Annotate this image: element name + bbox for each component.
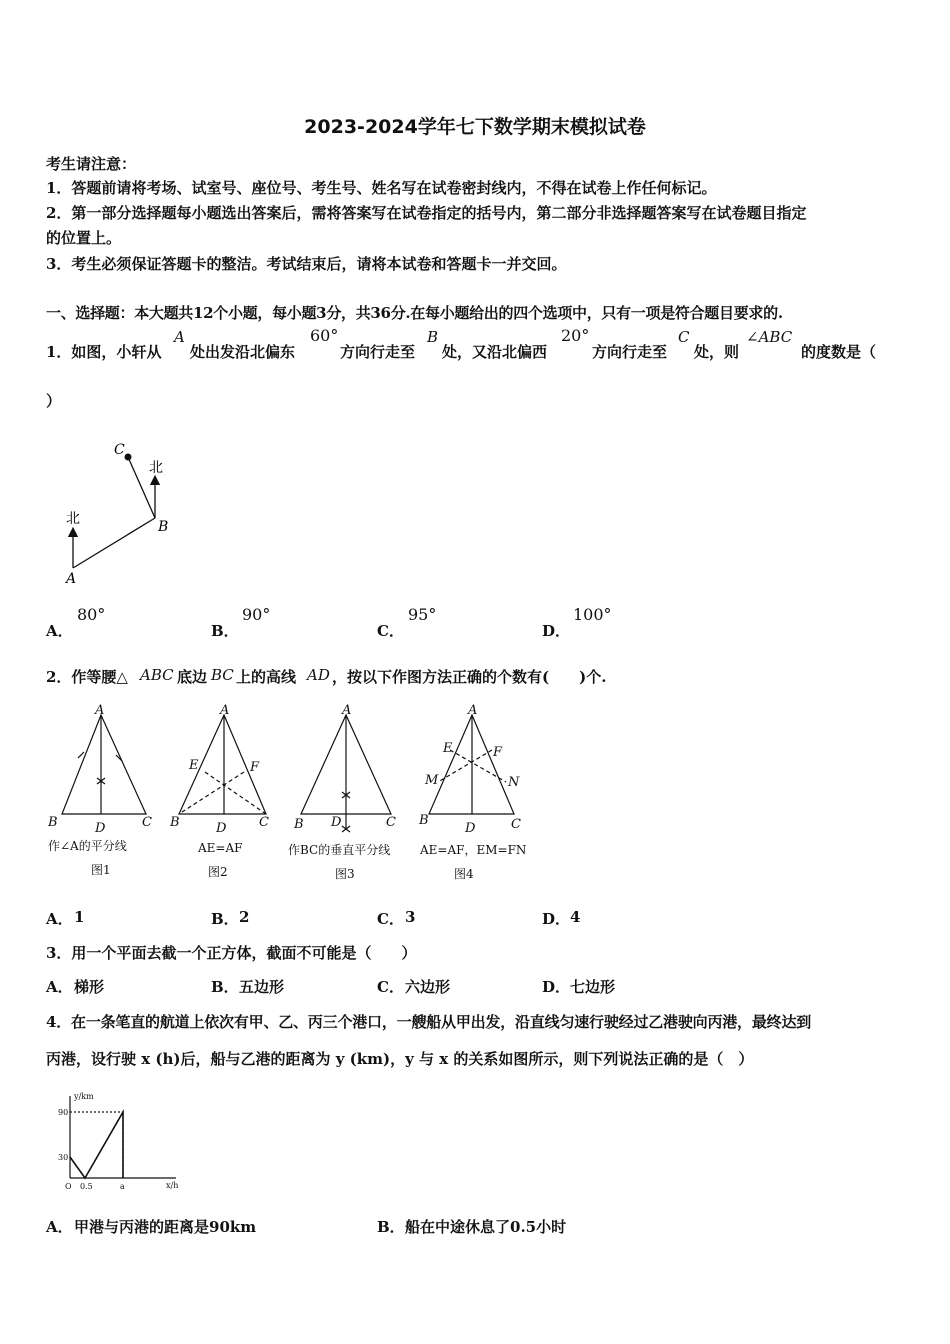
- q1-stem-part: 方向行走至: [340, 343, 416, 361]
- fig3-label-a: A: [342, 703, 352, 718]
- fig1-triangle: [62, 715, 146, 814]
- fig3-label-d: D: [331, 815, 342, 830]
- q1-option-d-letter: D．: [542, 622, 571, 640]
- q2-option-b-value: 2: [239, 908, 250, 926]
- fig4-label-n: N: [508, 775, 520, 790]
- q1-point-b: B: [427, 328, 439, 346]
- q4-option-a-letter: A．: [46, 1218, 73, 1236]
- north-label-a: 北: [66, 511, 80, 527]
- q2-base-bc: BC: [211, 666, 234, 684]
- q1-stem-part: 的度数是（: [801, 343, 877, 361]
- q1-point-c: C: [678, 328, 690, 346]
- fig1-arc-mark: [78, 752, 84, 758]
- q1-option-b-value: 90°: [242, 605, 271, 624]
- q4-stem-line-2: 丙港，设行驶 x (h)后，船与乙港的距离为 y (km)，y 与 x 的关系如图所示，则下列说法正确的是（ ）: [46, 1050, 754, 1068]
- q1-option-d-value: 100°: [573, 605, 612, 624]
- q4-distance-graph: [54, 1090, 184, 1194]
- north-label-b: 北: [149, 460, 163, 476]
- fig4-caption: AE=AF，EM=FN: [420, 843, 527, 857]
- fig2-label-b: B: [170, 815, 180, 830]
- q2-option-a-letter: A．: [46, 910, 73, 928]
- fig3-label-b: B: [294, 817, 304, 832]
- fig4-label-d: D: [465, 821, 476, 836]
- fig1-label-d: D: [95, 821, 106, 836]
- fig1-number: 图1: [91, 863, 111, 877]
- q1-stem-part: 处，则: [694, 343, 740, 361]
- fig1-label-a: A: [95, 703, 105, 718]
- fig4-label-e: E: [443, 741, 453, 756]
- point-c-label: C: [114, 442, 125, 458]
- fig4-label-m: M: [425, 773, 439, 788]
- q4-option-b-letter: B．: [377, 1218, 405, 1236]
- q4-stem-line-1: 4．在一条笔直的航道上依次有甲、乙、丙三个港口，一艘船从甲出发，沿直线匀速行驶经过乙港驶向丙港，最终达到: [46, 1013, 812, 1031]
- y-tick-90: 90: [58, 1108, 69, 1117]
- fig2-label-e: E: [189, 758, 199, 773]
- fig2-label-c: C: [259, 815, 269, 830]
- notice-item-1: 1．答题前请将考场、试室号、座位号、考生号、姓名写在试卷密封线内，不得在试卷上作任何标记。: [46, 179, 717, 197]
- fig3-number: 图3: [335, 867, 355, 881]
- q4-option-b-value: 船在中途休息了0.5小时: [405, 1218, 567, 1236]
- x-tick-05: 0.5: [80, 1182, 93, 1191]
- q2-option-d-letter: D．: [542, 910, 571, 928]
- q3-option-d-letter: D．: [542, 978, 571, 996]
- q1-option-c-value: 95°: [408, 605, 437, 624]
- fig2-number: 图2: [208, 865, 228, 879]
- page-title: 2023-2024学年七下数学期末模拟试卷: [304, 116, 646, 138]
- point-a-label: A: [66, 571, 77, 587]
- fig4-label-a: A: [468, 703, 478, 718]
- fig4-number: 图4: [454, 867, 474, 881]
- q1-close-paren: ）: [46, 392, 62, 410]
- q2-option-a-value: 1: [74, 908, 85, 926]
- q2-option-b-letter: B．: [211, 910, 239, 928]
- point-b-label: B: [158, 519, 169, 535]
- path-a-to-b: [73, 518, 155, 568]
- q3-stem: 3．用一个平面去截一个正方体，截面不可能是（ ）: [46, 944, 417, 962]
- q1-stem-part: 处出发沿北偏东: [190, 343, 296, 361]
- q1-option-c-letter: C．: [377, 622, 404, 640]
- notice-heading: 考生请注意：: [46, 155, 137, 173]
- fig2-label-d: D: [216, 821, 227, 836]
- x-axis-label: x/h: [166, 1181, 179, 1190]
- q2-stem-part: ，按以下作图方法正确的个数有( )个.: [332, 668, 607, 686]
- q1-option-b-letter: B．: [211, 622, 239, 640]
- q3-option-b-letter: B．: [211, 978, 239, 996]
- fig1-label-c: C: [142, 815, 152, 830]
- q4-option-a-value: 甲港与丙港的距离是90km: [74, 1218, 257, 1236]
- q1-angle-abc: ∠ABC: [746, 328, 793, 346]
- notice-item-3: 3．考生必须保证答题卡的整洁。考试结束后，请将本试卷和答题卡一并交回。: [46, 255, 567, 273]
- fig4-label-f: F: [493, 745, 503, 760]
- section-heading: 一、选择题：本大题共12个小题，每小题3分，共36分.在每小题给出的四个选项中，只有一项是符合题目要求的.: [46, 304, 783, 322]
- notice-item-2: 2．第一部分选择题每小题选出答案后，需将答案写在试卷指定的括号内，第二部分非选择题答案写在试卷题目指定: [46, 204, 807, 222]
- fig3-label-c: C: [386, 815, 396, 830]
- q1-direction-figure: [50, 430, 190, 590]
- point-c-dot: [125, 454, 132, 461]
- fig3-caption: 作BC的垂直平分线: [288, 843, 391, 857]
- q2-triangle-abc: ABC: [140, 666, 174, 684]
- q3-option-c-value: 六边形: [405, 978, 451, 996]
- q3-option-d-value: 七边形: [570, 978, 616, 996]
- q3-option-a-value: 梯形: [74, 978, 105, 996]
- x-tick-a: a: [120, 1182, 125, 1191]
- q2-stem-part: 上的高线: [236, 668, 297, 686]
- fig4-label-b: B: [419, 813, 429, 828]
- fig2-label-a: A: [220, 703, 230, 718]
- fig1-caption: 作∠A的平分线: [48, 839, 127, 853]
- y-axis-label: y/km: [74, 1092, 94, 1101]
- q3-option-c-letter: C．: [377, 978, 404, 996]
- notice-item-2-cont: 的位置上。: [46, 229, 122, 247]
- q3-option-b-value: 五边形: [239, 978, 285, 996]
- q1-option-a-letter: A．: [46, 622, 73, 640]
- q2-option-d-value: 4: [570, 908, 581, 926]
- fig1-label-b: B: [48, 815, 58, 830]
- fig2-caption: AE=AF: [198, 841, 243, 855]
- distance-line: [70, 1112, 123, 1178]
- q2-stem-part: 2．作等腰△: [46, 668, 128, 686]
- q1-point-a: A: [174, 328, 185, 346]
- y-tick-30: 30: [58, 1153, 69, 1162]
- q2-stem-part: 底边: [177, 668, 208, 686]
- q1-stem-part: 1．如图，小轩从: [46, 343, 162, 361]
- q1-option-a-value: 80°: [77, 605, 106, 624]
- q1-angle-60: 60°: [310, 326, 339, 345]
- q2-option-c-letter: C．: [377, 910, 404, 928]
- q1-stem-part: 方向行走至: [592, 343, 668, 361]
- q1-angle-20: 20°: [561, 326, 590, 345]
- q2-construction-figures: [44, 700, 544, 890]
- q2-option-c-value: 3: [405, 908, 416, 926]
- origin-label: O: [65, 1182, 72, 1191]
- fig2-label-f: F: [250, 760, 260, 775]
- q3-option-a-letter: A．: [46, 978, 73, 996]
- fig4-label-c: C: [511, 817, 521, 832]
- q2-height-ad: AD: [307, 666, 330, 684]
- q1-stem-part: 处，又沿北偏西: [442, 343, 548, 361]
